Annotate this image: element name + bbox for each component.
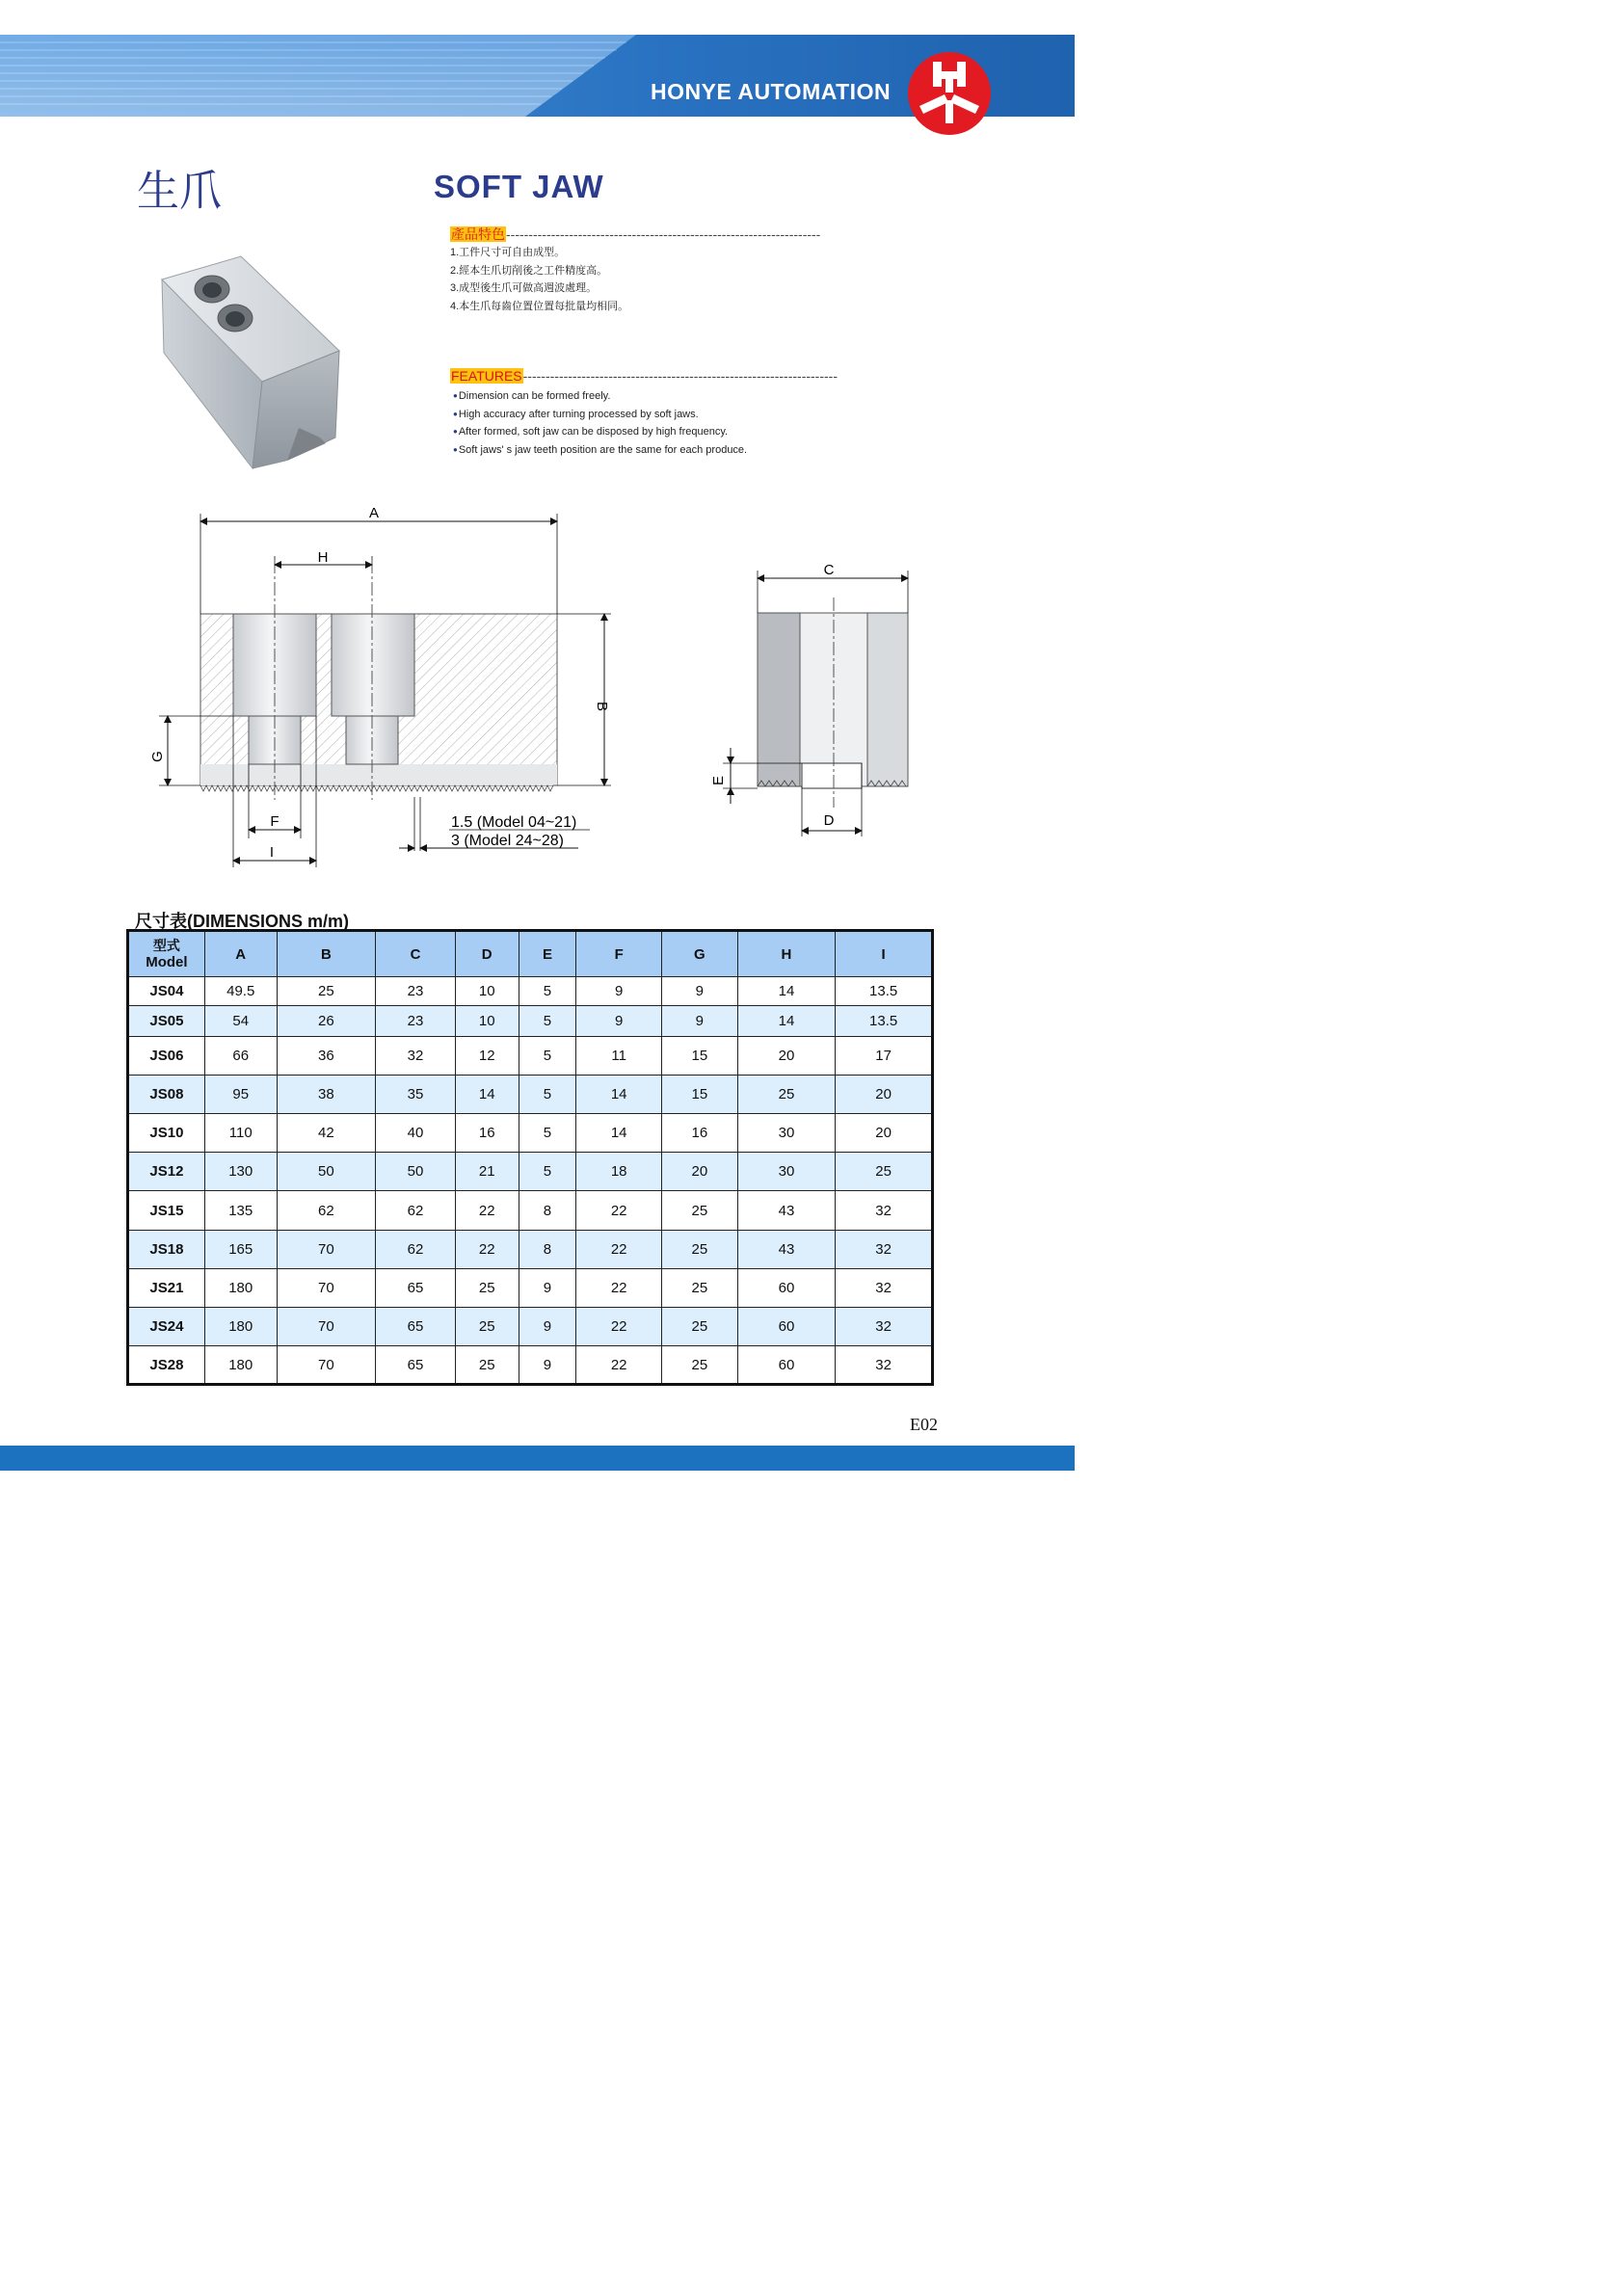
value-cell: 110 [204, 1114, 277, 1153]
col-header-model: 型式 Model [128, 931, 205, 977]
value-cell: 62 [376, 1231, 456, 1269]
value-cell: 25 [836, 1153, 933, 1191]
value-cell: 32 [836, 1231, 933, 1269]
value-cell: 180 [204, 1346, 277, 1385]
value-cell: 17 [836, 1037, 933, 1076]
dim-label-a: A [368, 505, 380, 521]
model-cell: JS05 [128, 1006, 205, 1037]
value-cell: 25 [455, 1269, 519, 1308]
bullet-icon: ● [453, 444, 458, 454]
value-cell: 9 [519, 1269, 576, 1308]
value-cell: 70 [277, 1308, 376, 1346]
side-view-diagram [704, 557, 925, 846]
value-cell: 35 [376, 1076, 456, 1114]
value-cell: 14 [576, 1076, 662, 1114]
value-cell: 22 [576, 1269, 662, 1308]
value-cell: 50 [376, 1153, 456, 1191]
model-cell: JS12 [128, 1153, 205, 1191]
list-item: ●After formed, soft jaw can be disposed by high frequency. [453, 426, 729, 438]
model-cell: JS06 [128, 1037, 205, 1076]
value-cell: 62 [277, 1191, 376, 1231]
model-cell: JS24 [128, 1308, 205, 1346]
value-cell: 25 [661, 1308, 737, 1346]
list-item: 3.成型後生爪可做高週波處理。 [450, 282, 598, 294]
list-item: 2.經本生爪切削後之工件精度高。 [450, 264, 608, 277]
model-cell: JS28 [128, 1346, 205, 1385]
value-cell: 43 [737, 1191, 836, 1231]
value-cell: 9 [576, 977, 662, 1006]
col-header: E [519, 931, 576, 977]
value-cell: 9 [661, 977, 737, 1006]
value-cell: 9 [519, 1346, 576, 1385]
value-cell: 20 [836, 1114, 933, 1153]
value-cell: 25 [661, 1191, 737, 1231]
pitch-note-1: 1.5 (Model 04~21) [451, 814, 577, 831]
features-en-list [453, 387, 747, 459]
value-cell: 32 [836, 1191, 933, 1231]
value-cell: 16 [455, 1114, 519, 1153]
value-cell: 32 [836, 1346, 933, 1385]
list-item: ●Dimension can be formed freely. [453, 390, 611, 402]
value-cell: 25 [455, 1346, 519, 1385]
pitch-note-2: 3 (Model 24~28) [451, 833, 564, 849]
value-cell: 14 [737, 1006, 836, 1037]
value-cell: 32 [836, 1269, 933, 1308]
value-cell: 65 [376, 1346, 456, 1385]
value-cell: 14 [455, 1076, 519, 1114]
dim-label-b: B [594, 701, 610, 712]
value-cell: 14 [576, 1114, 662, 1153]
value-cell: 50 [277, 1153, 376, 1191]
table-row [128, 1006, 933, 1037]
col-header: C [376, 931, 456, 977]
value-cell: 42 [277, 1114, 376, 1153]
value-cell: 30 [737, 1114, 836, 1153]
page-number: E02 [910, 1415, 938, 1434]
features-cn-list [450, 244, 628, 315]
value-cell: 5 [519, 1114, 576, 1153]
model-cell: JS18 [128, 1231, 205, 1269]
value-cell: 22 [576, 1191, 662, 1231]
value-cell: 165 [204, 1231, 277, 1269]
value-cell: 22 [576, 1346, 662, 1385]
value-cell: 18 [576, 1153, 662, 1191]
bullet-icon: ● [453, 391, 458, 400]
value-cell: 25 [661, 1269, 737, 1308]
table-row [128, 1076, 933, 1114]
value-cell: 22 [455, 1231, 519, 1269]
list-item: ●High accuracy after turning processed by soft jaws. [453, 408, 699, 420]
value-cell: 70 [277, 1346, 376, 1385]
value-cell: 5 [519, 977, 576, 1006]
value-cell: 5 [519, 1006, 576, 1037]
table-row [128, 1231, 933, 1269]
value-cell: 65 [376, 1308, 456, 1346]
footer-band [0, 1446, 1075, 1471]
brand-name: HONYE AUTOMATION [651, 79, 892, 104]
col-header: G [661, 931, 737, 977]
value-cell: 8 [519, 1231, 576, 1269]
value-cell: 8 [519, 1191, 576, 1231]
soft-jaw-photo [156, 254, 349, 471]
value-cell: 49.5 [204, 977, 277, 1006]
value-cell: 25 [455, 1308, 519, 1346]
dim-label-f: F [270, 813, 280, 830]
value-cell: 60 [737, 1346, 836, 1385]
value-cell: 22 [576, 1308, 662, 1346]
value-cell: 10 [455, 1006, 519, 1037]
value-cell: 95 [204, 1076, 277, 1114]
dim-label-h: H [317, 549, 329, 566]
value-cell: 15 [661, 1037, 737, 1076]
page-title-en: SOFT JAW [434, 169, 604, 204]
value-cell: 20 [836, 1076, 933, 1114]
value-cell: 15 [661, 1076, 737, 1114]
value-cell: 40 [376, 1114, 456, 1153]
honye-logo-icon [906, 50, 993, 137]
value-cell: 25 [277, 977, 376, 1006]
value-cell: 38 [277, 1076, 376, 1114]
col-header: B [277, 931, 376, 977]
value-cell: 32 [376, 1037, 456, 1076]
table-row [128, 1269, 933, 1308]
value-cell: 11 [576, 1037, 662, 1076]
col-header: F [576, 931, 662, 977]
table-row [128, 1191, 933, 1231]
value-cell: 20 [661, 1153, 737, 1191]
model-cell: JS04 [128, 977, 205, 1006]
value-cell: 26 [277, 1006, 376, 1037]
col-header: I [836, 931, 933, 977]
value-cell: 130 [204, 1153, 277, 1191]
model-cell: JS10 [128, 1114, 205, 1153]
list-item: 4.本生爪每齒位置位置每批量均相同。 [450, 300, 629, 312]
value-cell: 13.5 [836, 1006, 933, 1037]
model-cell: JS08 [128, 1076, 205, 1114]
dim-label-c: C [823, 562, 835, 578]
bullet-icon: ● [453, 409, 458, 418]
value-cell: 62 [376, 1191, 456, 1231]
table-row [128, 1037, 933, 1076]
value-cell: 60 [737, 1308, 836, 1346]
features-cn-heading: 產品特色---------------------------------------------------------------------- [451, 226, 821, 242]
dimensions-title: 尺寸表(DIMENSIONS m/m) [135, 912, 350, 931]
value-cell: 5 [519, 1037, 576, 1076]
table-row [128, 1153, 933, 1191]
dimensions-table [126, 929, 934, 1386]
value-cell: 25 [661, 1346, 737, 1385]
value-cell: 65 [376, 1269, 456, 1308]
value-cell: 10 [455, 977, 519, 1006]
value-cell: 30 [737, 1153, 836, 1191]
value-cell: 5 [519, 1076, 576, 1114]
value-cell: 13.5 [836, 977, 933, 1006]
value-cell: 12 [455, 1037, 519, 1076]
dim-label-i: I [269, 844, 275, 861]
value-cell: 180 [204, 1269, 277, 1308]
value-cell: 9 [661, 1006, 737, 1037]
value-cell: 20 [737, 1037, 836, 1076]
value-cell: 180 [204, 1308, 277, 1346]
value-cell: 54 [204, 1006, 277, 1037]
value-cell: 25 [661, 1231, 737, 1269]
value-cell: 25 [737, 1076, 836, 1114]
table-row [128, 1346, 933, 1385]
value-cell: 70 [277, 1269, 376, 1308]
list-item: ●Soft jaws' s jaw teeth position are the same for each produce. [453, 443, 748, 456]
value-cell: 21 [455, 1153, 519, 1191]
col-header: D [455, 931, 519, 977]
dim-label-d: D [823, 812, 835, 829]
value-cell: 14 [737, 977, 836, 1006]
dim-label-e: E [710, 775, 727, 786]
table-row [128, 1114, 933, 1153]
dim-label-g: G [149, 751, 166, 762]
value-cell: 60 [737, 1269, 836, 1308]
features-en-heading: FEATURES---------------------------------------------------------------------- [451, 368, 838, 384]
col-header: H [737, 931, 836, 977]
col-header: A [204, 931, 277, 977]
list-item: 1.工件尺寸可自由成型。 [450, 247, 566, 258]
features-cn-tag: 產品特色 [451, 226, 505, 242]
value-cell: 66 [204, 1037, 277, 1076]
value-cell: 23 [376, 1006, 456, 1037]
value-cell: 36 [277, 1037, 376, 1076]
value-cell: 23 [376, 977, 456, 1006]
front-view-diagram [145, 496, 626, 872]
value-cell: 70 [277, 1231, 376, 1269]
model-cell: JS21 [128, 1269, 205, 1308]
value-cell: 43 [737, 1231, 836, 1269]
bullet-icon: ● [453, 427, 458, 436]
value-cell: 32 [836, 1308, 933, 1346]
table-header-row [128, 931, 933, 977]
value-cell: 16 [661, 1114, 737, 1153]
value-cell: 5 [519, 1153, 576, 1191]
page-title-cn: 生爪 [137, 167, 222, 216]
value-cell: 22 [455, 1191, 519, 1231]
features-en-tag: FEATURES [451, 368, 522, 384]
table-row [128, 977, 933, 1006]
table-row [128, 1308, 933, 1346]
value-cell: 9 [576, 1006, 662, 1037]
value-cell: 22 [576, 1231, 662, 1269]
value-cell: 135 [204, 1191, 277, 1231]
value-cell: 9 [519, 1308, 576, 1346]
model-cell: JS15 [128, 1191, 205, 1231]
